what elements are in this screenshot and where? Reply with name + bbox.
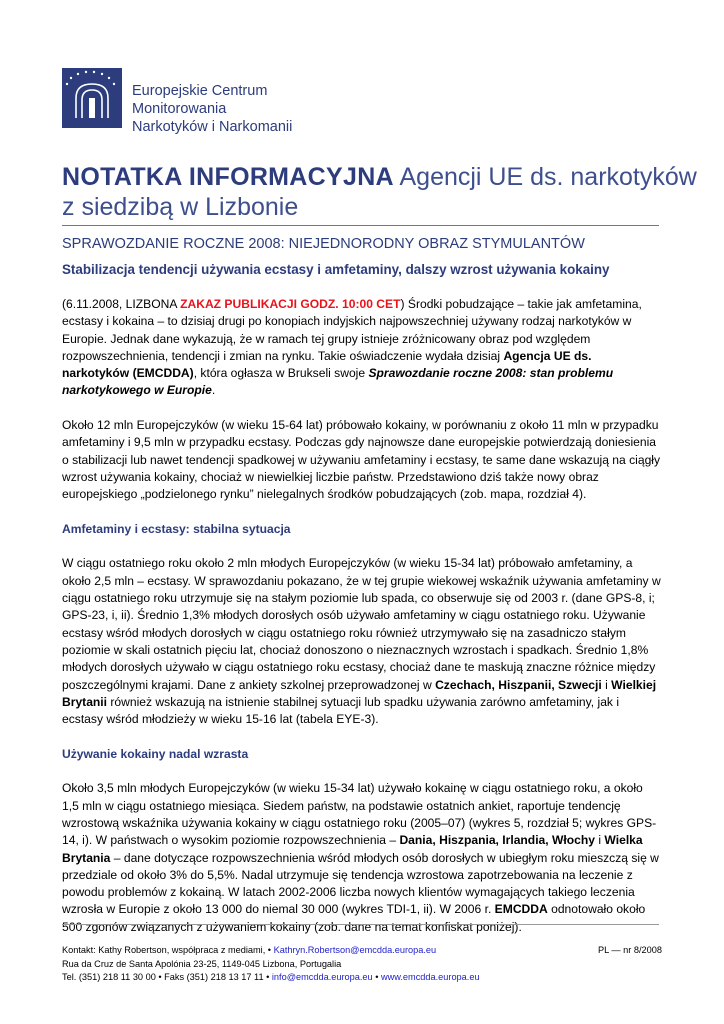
header-divider	[62, 225, 659, 226]
brand-heading	[62, 163, 697, 221]
coke-text-2: i	[595, 833, 605, 848]
intro-text-2: , która ogłasza w Brukseli swoje	[193, 366, 369, 381]
paragraph-intro	[62, 296, 662, 400]
intro-text-3: .	[211, 383, 216, 398]
intro-dateline: (6.11.2008, LIZBONA	[62, 297, 181, 311]
page-title: SPRAWOZDANIE ROCZNE 2008: NIEJEDNORODNY OBRAZ STYMULANTÓW	[62, 236, 585, 252]
page-subtitle: Stabilizacja tendencji używania ecstasy i amfetaminy, dalszy wzrost używania kokainy	[62, 262, 610, 277]
coke-countries: Dania, Hiszpania, Irlandia, Włochy	[399, 833, 595, 848]
amph-uk: Wielkiej Brytanii	[62, 677, 657, 709]
website-link[interactable]: www.emcdda.europa.eu	[380, 972, 480, 982]
article-body	[62, 296, 662, 953]
amph-text-3: również wskazują na istnienie stabilnej sytuacji lub spadku używania zarówno amfetaminy, jak i ecstasy wśród młodzieży w wieku 15-16 lat (tabela EYE-3).	[62, 694, 620, 727]
org-name-line2: Narkotyków i Narkomanii	[132, 119, 293, 135]
brand-line2: z siedzibą w Lizbonie	[62, 193, 299, 221]
section-heading-cocaine: Używanie kokainy nadal wzrasta	[62, 746, 249, 761]
contact-email-link[interactable]: Kathryn.Robertson@emcdda.europa.eu	[273, 945, 437, 955]
org-name	[132, 82, 352, 136]
footer	[62, 944, 662, 985]
amph-countries: Czechach, Hiszpanii, Szwecji	[435, 677, 602, 692]
coke-text-3: – dane dotyczące rozpowszechnienia wśród młodych osób dorosłych w ubiegłym roku mieszczą się w przedziale od około 3% do 5,5%. Nadal utrzymuje się tendencja wzrostowa zapotrzebowania na leczenie z powodu problemów z kokainą. W latach 2002-2006 liczba nowych klientów wymagających takiego leczenia wzrosła w Europie z około 13 000 do niemal 30 000 (wykres TDI-1, ii). W 2006 r.	[62, 850, 659, 917]
org-name-line1: Europejskie Centrum Monitorowania	[132, 83, 268, 117]
emcdda-logo-mark	[62, 68, 122, 128]
emcdda-logo	[62, 68, 352, 135]
amph-text-1: W ciągu ostatniego roku około 2 mln młodych Europejczyków (w wieku 15-34 lat) próbowało amfetaminy, a około 2,5 mln – ecstasy. W sprawozdaniu pokazano, że w tej grupie wiekowej wskaźnik używania amfetaminy w ciągu ostatniego roku utrzymuje się na stałym poziomie lub spada, co obserwuje się od 2003 r. (dane GPS-8, i; GPS-23, i, ii). Średnio 1,3% młodych dorosłych osób używało amfetaminy w ciągu ostatniego roku. Używanie ecstasy wśród młodych dorosłych w ciągu ostatniego roku również utrzymywało się na zasadniczo stałym poziomie w skali ostatnich pięciu lat, chociaż donoszono o nieznacznych wzrostach i spadkach. Średnio 1,8% młodych dorosłych używało w ciągu ostatniego roku ecstasy, chociaż dane te maskują znaczne różnice między poszczególnymi krajami. Dane z ankiety szkolnej przeprowadzonej w	[62, 556, 661, 692]
brand-bold: NOTATKA INFORMACYJNA	[62, 163, 394, 191]
amph-text-2: i	[601, 677, 612, 692]
coke-text-1: Około 3,5 mln młodych Europejczyków (w wieku 15-34 lat) używało kokainę w ciągu ostatniego roku, a około 1,5 mln w ciągu ostatniego miesiąca. Siedem państw, na podstawie ostatnich ankiet, raportuje tendencję wzrostową wskaźnika używania kokainy w ciągu ostatniego roku (2005–07) (wykres 5, rozdział 5; wykres GPS-14, i). W państwach o wysokim poziomie rozpowszechnienia –	[62, 781, 657, 848]
paragraph-amphetamines	[62, 555, 662, 728]
paragraph-overview: Około 12 mln Europejczyków (w wieku 15-64 lat) próbowało kokainy, w porównaniu z około 11 mln w przypadku amfetaminy i 9,5 mln w przypadku ecstasy. Podczas gdy najnowsze dane europejskie potwierdzają doniesienia o stabilizacji lub nawet tendencji spadkowej w używaniu amfetaminy i ecstasy, te same dane wskazują na ciągły wzrost używania kokainy, chociaż w niewielkiej liczbie państw. Przedstawiono dziś także nowy obraz europejskiego „podzielonego rynku” nielegalnych środków pobudzających (zob. mapa, rozdział 4).	[62, 418, 661, 502]
footer-phones-line	[62, 971, 662, 985]
paragraph-cocaine	[62, 780, 662, 936]
footer-divider	[62, 924, 659, 925]
agency-name: Agencja UE ds. narkotyków (EMCDDA)	[62, 348, 592, 381]
brand-rest: Agencji UE ds. narkotyków	[399, 163, 697, 191]
info-email-link[interactable]: info@emcdda.europa.eu	[271, 972, 373, 982]
report-title: Sprawozdanie roczne 2008: stan problemu narkotykowego w Europie	[62, 366, 614, 398]
section-heading-amphetamines: Amfetaminy i ecstasy: stabilna sytuacja	[62, 521, 291, 536]
issue-number: PL — nr 8/2008	[597, 945, 662, 955]
coke-uk: Wielka Brytania	[62, 833, 643, 865]
footer-separator: •	[372, 972, 381, 982]
footer-phones: Tel. (351) 218 11 30 00 • Faks (351) 218 13 17 11 •	[62, 972, 272, 982]
embargo-notice: ZAKAZ PUBLIKACJI GODZ. 10:00 CET	[180, 297, 401, 311]
footer-address: Rua da Cruz de Santa Apolónia 23-25, 1149-045 Lizbona, Portugalia	[62, 958, 342, 969]
coke-emcdda: EMCDDA	[494, 902, 548, 917]
emcdda-emblem-icon	[62, 68, 122, 128]
coke-text-4: odnotowało około 500 zgonów związanych z używaniem kokainy (zob. dane na temat konfiskat poniżej).	[62, 902, 646, 934]
intro-text-1: ) Środki pobudzające – takie jak amfetamina, ecstasy i kokaina – to dzisiaj drugi po konopiach indyjskich najpowszechniej używany rodzaj narkotyków w Europie. Jednak dane wykazują, że w ramach tej grupy istnieje zróżnicowany obraz pod względem rozpowszechnienia, tendencji i zmian na rynku. Takie oświadczenie wydała dzisiaj	[62, 297, 642, 363]
footer-contact: Kontakt: Kathy Robertson, współpraca z mediami, •	[62, 945, 274, 955]
footer-contact-line	[62, 944, 662, 958]
